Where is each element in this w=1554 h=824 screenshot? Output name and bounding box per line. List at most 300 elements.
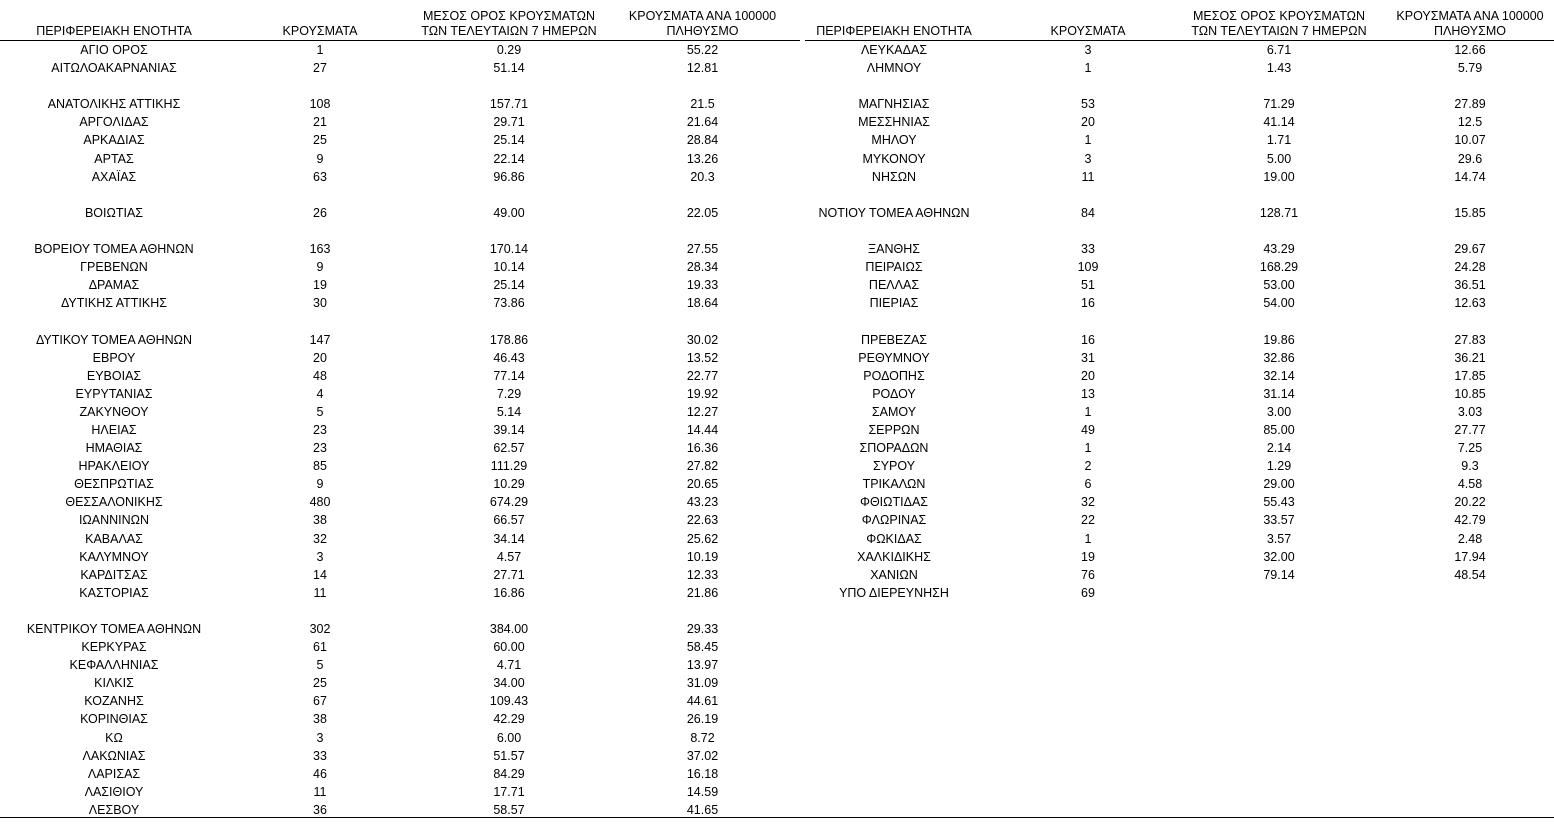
cases-cell: 3 [316,549,324,564]
table-row [0,367,800,385]
per-100000-cell: 22.63 [686,513,719,528]
cases-cell: 302 [309,622,331,636]
region-cell: ΑΝΑΤΟΛΙΚΗΣ ΑΤΤΙΚΗΣ [47,97,181,112]
avg-7-days-cell: 178.86 [489,332,529,347]
cases-cell: 1 [316,43,324,57]
cases-cell: 11 [313,784,327,799]
region-cell: ΕΥΒΟΙΑΣ [86,368,142,383]
region-cell: ΗΛΕΙΑΣ [91,422,137,437]
region-cell: ΛΑΡΙΣΑΣ [87,766,141,781]
per-100000-cell: 30.02 [686,332,719,347]
per-100000-cell: 20.65 [686,477,719,492]
header-cases: ΚΡΟΥΣΜΑΤΑ [1050,24,1126,38]
region-cell: ΚΕΦΑΛΛΗΝΙΑΣ [69,658,159,673]
per-100000-cell: 43.23 [686,495,719,510]
per-100000-cell: 21.64 [686,115,719,130]
table-row [805,204,1554,222]
cases-cell: 16 [1081,332,1095,347]
table-row [805,566,1554,584]
region-cell: ΕΒΡΟΥ [92,350,136,365]
cases-cell: 22 [1081,513,1095,528]
cases-cell: 19 [313,278,327,293]
table-row [0,403,800,421]
table-row [805,548,1554,566]
table-row [805,131,1554,149]
per-100000-cell: 12.5 [1457,115,1483,130]
per-100000-cell: 12.27 [686,404,719,419]
cases-cell: 25 [313,133,327,148]
avg-7-days-cell: 3.57 [1266,531,1292,546]
cases-cell: 23 [313,441,327,456]
cases-cell: 85 [313,459,327,474]
per-100000-cell: 22.77 [686,368,719,383]
cases-cell: 49 [1081,422,1095,437]
per-100000-cell: 31.09 [686,676,719,691]
cases-cell: 20 [1081,368,1095,383]
avg-7-days-cell: 51.14 [493,61,525,76]
avg-7-days-cell: 96.86 [493,169,525,184]
cases-cell: 163 [309,242,331,257]
table-row [0,95,800,113]
table-row [805,457,1554,475]
cases-cell: 6 [1084,477,1092,492]
avg-7-days-cell: 111.29 [490,459,528,474]
avg-7-days-cell: 7.29 [496,386,522,401]
per-100000-cell: 29.67 [1454,242,1486,257]
cases-cell: 21 [313,115,327,130]
region-cell: ΑΡΓΟΛΙΔΑΣ [79,115,149,130]
per-100000-cell: 17.85 [1454,368,1486,383]
header-avg-line1: ΜΕΣΟΣ ΟΡΟΣ ΚΡΟΥΣΜΑΤΩΝ [422,9,596,23]
per-100000-cell: 5.79 [1457,61,1483,76]
avg-7-days-cell: 33.57 [1263,513,1295,528]
per-100000-cell: 10.07 [1454,133,1486,148]
cases-cell: 38 [313,712,327,727]
region-cell: ΗΡΑΚΛΕΙΟΥ [78,459,150,474]
table-row [805,511,1554,529]
per-100000-cell: 16.36 [686,441,719,456]
table-row [805,475,1554,493]
region-cell: ΣΠΟΡΑΔΩΝ [859,441,929,456]
region-cell: ΒΟΡΕΙΟΥ ΤΟΜΕΑ ΑΘΗΝΩΝ [34,242,194,257]
per-100000-cell: 36.51 [1454,278,1486,293]
region-cell: ΠΕΛΛΑΣ [868,278,920,293]
per-100000-cell: 28.34 [686,260,719,275]
avg-7-days-cell: 168.29 [1259,260,1299,275]
region-cell: ΡΕΘΥΜΝΟΥ [858,350,930,365]
cases-cell: 32 [1081,495,1095,510]
avg-7-days-cell: 27.71 [493,567,525,582]
bottom-divider [0,817,1554,818]
region-cell: ΘΕΣΣΑΛΟΝΙΚΗΣ [65,495,163,510]
per-100000-cell: 24.28 [1454,260,1486,275]
table-row [805,349,1554,367]
cases-cell: 20 [313,350,327,365]
avg-7-days-cell: 22.14 [493,151,525,166]
per-100000-cell: 3.03 [1457,404,1483,419]
region-cell: ΣΥΡΟΥ [872,459,916,474]
header-region: ΠΕΡΙΦΕΡΕΙΑΚΗ ΕΝΟΤΗΤΑ [816,24,972,38]
region-cell: ΛΕΣΒΟΥ [88,802,140,817]
region-cell: ΧΑΛΚΙΔΙΚΗΣ [857,549,931,564]
per-100000-cell: 19.92 [686,386,719,401]
table-row [0,294,800,312]
region-cell: ΤΡΙΚΑΛΩΝ [862,477,926,492]
avg-7-days-cell: 34.14 [493,531,525,546]
cases-cell: 30 [313,296,327,311]
avg-7-days-cell: 39.14 [493,422,525,437]
cases-cell: 1 [1084,133,1092,148]
region-cell: ΛΗΜΝΟΥ [866,61,922,76]
table-row [0,729,800,747]
cases-cell: 26 [313,205,327,220]
cases-cell: 13 [1081,386,1095,401]
per-100000-cell: 22.05 [686,205,719,220]
per-100000-cell: 55.22 [686,43,719,57]
table-row [805,385,1554,403]
per-100000-cell: 16.18 [686,766,719,781]
table-header [0,0,800,41]
region-cell: ΚΙΛΚΙΣ [94,676,134,691]
avg-7-days-cell: 0.29 [496,43,522,57]
table-row [805,294,1554,312]
table-row [0,674,800,692]
table-row [805,493,1554,511]
cases-cell: 5 [316,658,324,673]
avg-7-days-cell: 66.57 [493,513,525,528]
table-row [805,41,1554,59]
avg-7-days-cell: 79.14 [1263,567,1295,582]
cases-cell: 25 [313,676,327,691]
avg-7-days-cell: 1.43 [1266,61,1292,76]
cases-cell: 9 [316,260,324,275]
avg-7-days-cell: 46.43 [493,350,525,365]
avg-7-days-cell: 6.71 [1266,43,1292,57]
per-100000-cell: 14.74 [1454,169,1486,184]
avg-7-days-cell: 43.29 [1263,242,1295,257]
avg-7-days-cell: 29.71 [493,115,525,130]
region-cell: ΝΗΣΩΝ [871,169,917,184]
table-row [805,258,1554,276]
table-row [0,276,800,294]
avg-7-days-cell: 32.00 [1263,549,1295,564]
avg-7-days-cell: 73.86 [493,296,525,311]
region-cell: ΔΥΤΙΚΗΣ ΑΤΤΙΚΗΣ [61,296,167,311]
per-100000-cell: 42.79 [1454,513,1486,528]
per-100000-cell: 29.6 [1457,151,1483,166]
cases-cell: 4 [316,386,324,401]
table-row [0,258,800,276]
avg-7-days-cell: 10.29 [493,477,525,492]
cases-cell: 9 [316,477,324,492]
cases-cell: 51 [1081,278,1095,293]
table-row [805,113,1554,131]
table-row [0,331,800,349]
blank-row [805,186,1554,204]
cases-cell: 84 [1081,205,1095,220]
table-row [0,439,800,457]
blank-row [0,312,800,330]
region-cell: ΓΡΕΒΕΝΩΝ [80,260,148,275]
cases-cell: 48 [313,368,327,383]
cases-cell: 11 [1081,169,1095,184]
avg-7-days-cell: 17.71 [493,784,525,799]
per-100000-cell: 13.97 [686,658,719,673]
region-cell: ΑΙΤΩΛΟΑΚΑΡΝΑΝΙΑΣ [51,61,177,76]
per-100000-cell: 29.33 [686,622,719,636]
avg-7-days-cell: 1.29 [1266,459,1292,474]
per-100000-cell: 18.64 [686,296,719,311]
per-100000-cell: 12.33 [686,567,719,582]
region-cell: ΚΑΒΑΛΑΣ [85,531,143,546]
avg-7-days-cell: 49.00 [493,205,525,220]
table-row [0,131,800,149]
cases-cell: 27 [313,61,327,76]
table-row [805,439,1554,457]
per-100000-cell: 37.02 [686,748,719,763]
per-100000-cell: 27.89 [1454,97,1486,112]
region-cell: ΕΥΡΥΤΑΝΙΑΣ [75,386,153,401]
table-row [805,403,1554,421]
cases-cell: 147 [309,332,331,347]
avg-7-days-cell: 62.57 [493,441,525,456]
cases-cell: 3 [1084,151,1092,166]
cases-cell: 67 [313,694,327,709]
table-row [0,548,800,566]
region-cell: ΚΕΝΤΡΙΚΟΥ ΤΟΜΕΑ ΑΘΗΝΩΝ [26,622,202,636]
region-cell: ΜΥΚΟΝΟΥ [862,151,926,166]
region-cell: ΡΟΔΟΠΗΣ [863,368,925,383]
table-row [0,475,800,493]
avg-7-days-cell: 16.86 [493,585,525,600]
avg-7-days-cell: 5.00 [1266,151,1292,166]
per-100000-cell: 10.85 [1454,386,1486,401]
header-per-line2: ΠΛΗΘΥΣΜΟ [666,24,739,38]
cases-cell: 480 [309,495,331,510]
cases-cell: 1 [1084,61,1092,76]
avg-7-days-cell: 2.14 [1266,441,1292,456]
per-100000-cell: 2.48 [1457,531,1483,546]
per-100000-cell: 14.59 [686,784,719,799]
per-100000-cell: 12.63 [1454,296,1486,311]
table-row [0,349,800,367]
cases-cell: 31 [1081,350,1095,365]
table-row [805,331,1554,349]
avg-7-days-cell: 19.86 [1263,332,1295,347]
region-cell: ΚΟΡΙΝΘΙΑΣ [80,712,148,727]
cases-cell: 23 [313,422,327,437]
avg-7-days-cell: 58.57 [493,802,525,817]
avg-7-days-cell: 157.71 [489,97,529,112]
table-row [0,493,800,511]
table-row [0,59,800,77]
table-row [0,620,800,638]
avg-7-days-cell: 10.14 [493,260,525,275]
cases-cell: 76 [1081,567,1095,582]
header-cases: ΚΡΟΥΣΜΑΤΑ [282,24,358,38]
region-cell: ΦΩΚΙΔΑΣ [866,531,922,546]
per-100000-cell: 17.94 [1454,549,1486,564]
cases-cell: 33 [313,748,327,763]
table-row [805,240,1554,258]
region-cell: ΥΠΟ ΔΙΕΡΕΥΝΗΣΗ [839,585,949,600]
cases-cell: 36 [313,802,327,817]
per-100000-cell: 27.77 [1454,422,1486,437]
table-row [0,511,800,529]
per-100000-cell: 20.22 [1454,495,1486,510]
header-avg-line1: ΜΕΣΟΣ ΟΡΟΣ ΚΡΟΥΣΜΑΤΩΝ [1192,9,1366,23]
region-cell: ΞΑΝΘΗΣ [868,242,920,257]
region-cell: ΣΕΡΡΩΝ [868,422,920,437]
table-header [805,0,1554,41]
table-row [805,421,1554,439]
avg-7-days-cell: 4.71 [496,658,522,673]
avg-7-days-cell: 51.57 [493,748,525,763]
table-row [805,150,1554,168]
avg-7-days-cell: 5.14 [496,404,522,419]
per-100000-cell: 10.19 [686,549,719,564]
cases-cell: 16 [1081,296,1095,311]
cases-cell: 20 [1081,115,1095,130]
cases-cell: 63 [313,169,327,184]
avg-7-days-cell: 54.00 [1263,296,1295,311]
per-100000-cell: 25.62 [686,531,719,546]
region-cell: ΜΕΣΣΗΝΙΑΣ [858,115,930,130]
region-cell: ΣΑΜΟΥ [871,404,917,419]
table-row [0,783,800,801]
per-100000-cell: 48.54 [1454,567,1486,582]
table-row [0,692,800,710]
per-100000-cell: 4.58 [1457,477,1483,492]
blank-row [805,77,1554,95]
region-cell: ΔΡΑΜΑΣ [88,278,140,293]
avg-7-days-cell: 19.00 [1263,169,1295,184]
avg-7-days-cell: 55.43 [1263,495,1295,510]
region-cell: ΑΓΙΟ ΟΡΟΣ [80,43,148,57]
table-row [0,204,800,222]
table-row [0,747,800,765]
region-cell: ΚΟΖΑΝΗΣ [84,694,144,709]
header-avg-7-days [420,9,598,39]
region-cell: ΔΥΤΙΚΟΥ ΤΟΜΕΑ ΑΘΗΝΩΝ [35,332,193,347]
table-row [0,421,800,439]
blank-row [805,312,1554,330]
table-row [805,276,1554,294]
avg-7-days-cell: 42.29 [493,712,525,727]
table-body [805,41,1554,602]
blank-row [0,602,800,620]
header-per-line1: ΚΡΟΥΣΜΑΤΑ ΑΝΑ 100000 [1396,9,1544,23]
cases-cell: 11 [313,585,327,600]
cases-cell: 1 [1084,404,1092,419]
header-region: ΠΕΡΙΦΕΡΕΙΑΚΗ ΕΝΟΤΗΤΑ [36,24,192,38]
region-cell: ΝΟΤΙΟΥ ΤΟΜΕΑ ΑΘΗΝΩΝ [818,205,970,220]
avg-7-days-cell: 31.14 [1263,386,1295,401]
per-100000-cell: 27.82 [686,459,719,474]
per-100000-cell: 12.66 [1454,43,1486,57]
region-cell: ΠΕΙΡΑΙΩΣ [865,260,923,275]
region-cell: ΖΑΚΥΝΘΟΥ [79,404,149,419]
per-100000-cell: 13.52 [686,350,719,365]
per-100000-cell: 44.61 [686,694,719,709]
cases-cell: 33 [1081,242,1095,257]
cases-cell: 3 [1084,43,1092,57]
per-100000-cell: 27.55 [686,242,719,257]
cases-cell: 19 [1081,549,1095,564]
per-100000-cell: 14.44 [686,422,719,437]
cases-cell: 38 [313,513,327,528]
cases-cell: 46 [313,766,327,781]
avg-7-days-cell: 109.43 [489,694,529,709]
avg-7-days-cell: 32.86 [1263,350,1295,365]
region-cell: ΡΟΔΟΥ [872,386,916,401]
avg-7-days-cell: 1.71 [1266,133,1292,148]
table-row [0,584,800,602]
region-cell: ΜΗΛΟΥ [871,133,917,148]
table-row [0,168,800,186]
avg-7-days-cell: 4.57 [496,549,522,564]
avg-7-days-cell: 71.29 [1263,97,1295,112]
avg-7-days-cell: 3.00 [1266,404,1292,419]
region-cell: ΚΕΡΚΥΡΑΣ [81,640,147,655]
region-cell: ΚΑΡΔΙΤΣΑΣ [80,567,148,582]
table-row [0,150,800,168]
table-row [0,566,800,584]
per-100000-cell: 15.85 [1454,205,1486,220]
blank-row [0,186,800,204]
region-cell: ΛΑΣΙΘΙΟΥ [84,784,144,799]
cases-cell: 69 [1081,585,1095,600]
avg-7-days-cell: 674.29 [489,495,529,510]
cases-cell: 5 [316,404,324,419]
region-cell: ΧΑΝΙΩΝ [870,567,918,582]
cases-cell: 61 [313,640,327,655]
header-avg-line2: ΤΩΝ ΤΕΛΕΥΤΑΙΩΝ 7 ΗΜΕΡΩΝ [1191,24,1367,38]
avg-7-days-cell: 29.00 [1263,477,1295,492]
cases-cell: 3 [316,730,324,745]
cases-cell: 2 [1084,459,1092,474]
avg-7-days-cell: 77.14 [493,368,525,383]
region-cell: ΑΡΤΑΣ [94,151,134,166]
per-100000-cell: 21.5 [690,97,715,112]
header-per-line1: ΚΡΟΥΣΜΑΤΑ ΑΝΑ 100000 [628,9,777,23]
blank-row [805,222,1554,240]
region-cell: ΠΡΕΒΕΖΑΣ [860,332,928,347]
table-row [805,95,1554,113]
region-cell: ΚΩ [105,730,123,745]
per-100000-cell: 27.83 [1454,332,1486,347]
cases-cell: 14 [313,567,327,582]
table-row [805,367,1554,385]
table-row [0,41,800,59]
table-row [0,765,800,783]
avg-7-days-cell: 85.00 [1263,422,1295,437]
header-per-100000 [615,9,790,39]
header-per-line2: ΠΛΗΘΥΣΜΟ [1434,24,1506,38]
avg-7-days-cell: 384.00 [489,622,529,636]
table-row [0,240,800,258]
per-100000-cell: 7.25 [1457,441,1483,456]
region-cell: ΗΜΑΘΙΑΣ [85,441,143,456]
region-cell: ΒΟΙΩΤΙΑΣ [84,205,144,220]
avg-7-days-cell: 32.14 [1263,368,1295,383]
avg-7-days-cell: 25.14 [493,278,525,293]
cases-cell: 53 [1081,97,1095,112]
avg-7-days-cell: 60.00 [493,640,525,655]
region-cell: ΦΛΩΡΙΝΑΣ [861,513,927,528]
per-100000-cell: 28.84 [686,133,719,148]
cases-cell: 9 [316,151,324,166]
